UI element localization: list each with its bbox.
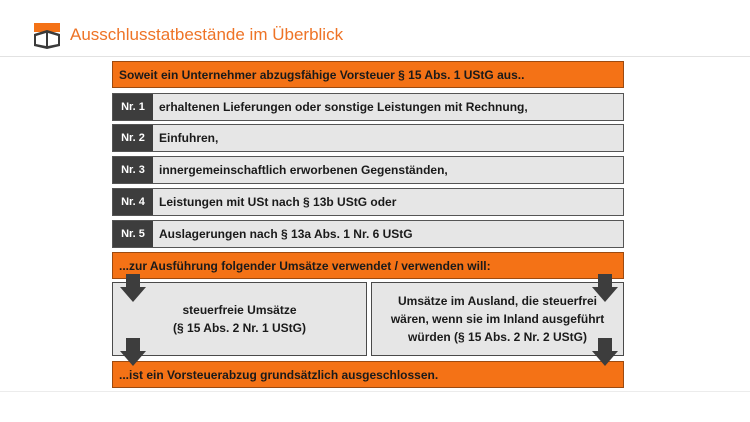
row-text: erhaltenen Lieferungen oder sonstige Leistungen mit Rechnung, <box>159 100 528 114</box>
foreign-sales-box <box>371 282 624 356</box>
row-text: innergemeinschaftlich erworbenen Gegenständen, <box>159 163 448 177</box>
arrow-down-icon <box>592 338 618 366</box>
condition-row-2 <box>112 124 624 152</box>
condition-row-4 <box>112 188 624 216</box>
row-number: Nr. 2 <box>113 125 153 151</box>
row-number: Nr. 4 <box>113 189 153 215</box>
box-line: würden (§ 15 Abs. 2 Nr. 2 UStG) <box>408 330 587 344</box>
row-number: Nr. 3 <box>113 157 153 183</box>
box-line: steuerfreie Umsätze <box>182 303 297 317</box>
arrow-down-icon <box>120 274 146 302</box>
box-line: wären, wenn sie im Inland ausgeführt <box>390 312 605 326</box>
row-number: Nr. 5 <box>113 221 153 247</box>
box-line: (§ 15 Abs. 2 Nr. 1 UStG) <box>173 321 306 335</box>
transition-bar: ...zur Ausführung folgender Umsätze verwendet / verwenden will: <box>112 252 624 279</box>
footer-divider <box>0 391 750 392</box>
row-text: Einfuhren, <box>159 131 219 145</box>
book-logo-icon <box>32 22 62 50</box>
row-number: Nr. 1 <box>113 94 153 120</box>
row-text: Auslagerungen nach § 13a Abs. 1 Nr. 6 UStG <box>159 227 413 241</box>
condition-row-3 <box>112 156 624 184</box>
tax-exempt-box <box>112 282 367 356</box>
arrow-down-icon <box>592 274 618 302</box>
header <box>0 0 750 60</box>
box-line: Umsätze im Ausland, die steuerfrei <box>398 294 597 308</box>
row-text: Leistungen mit USt nach § 13b UStG oder <box>159 195 397 209</box>
condition-row-1 <box>112 93 624 121</box>
conclusion-bar: ...ist ein Vorsteuerabzug grundsätzlich ausgeschlossen. <box>112 361 624 388</box>
page-title: Ausschlusstatbestände im Überblick <box>70 25 344 44</box>
header-divider <box>0 56 750 57</box>
arrow-down-icon <box>120 338 146 366</box>
condition-row-5 <box>112 220 624 248</box>
intro-bar: Soweit ein Unternehmer abzugsfähige Vorsteuer § 15 Abs. 1 UStG aus.. <box>112 61 624 88</box>
